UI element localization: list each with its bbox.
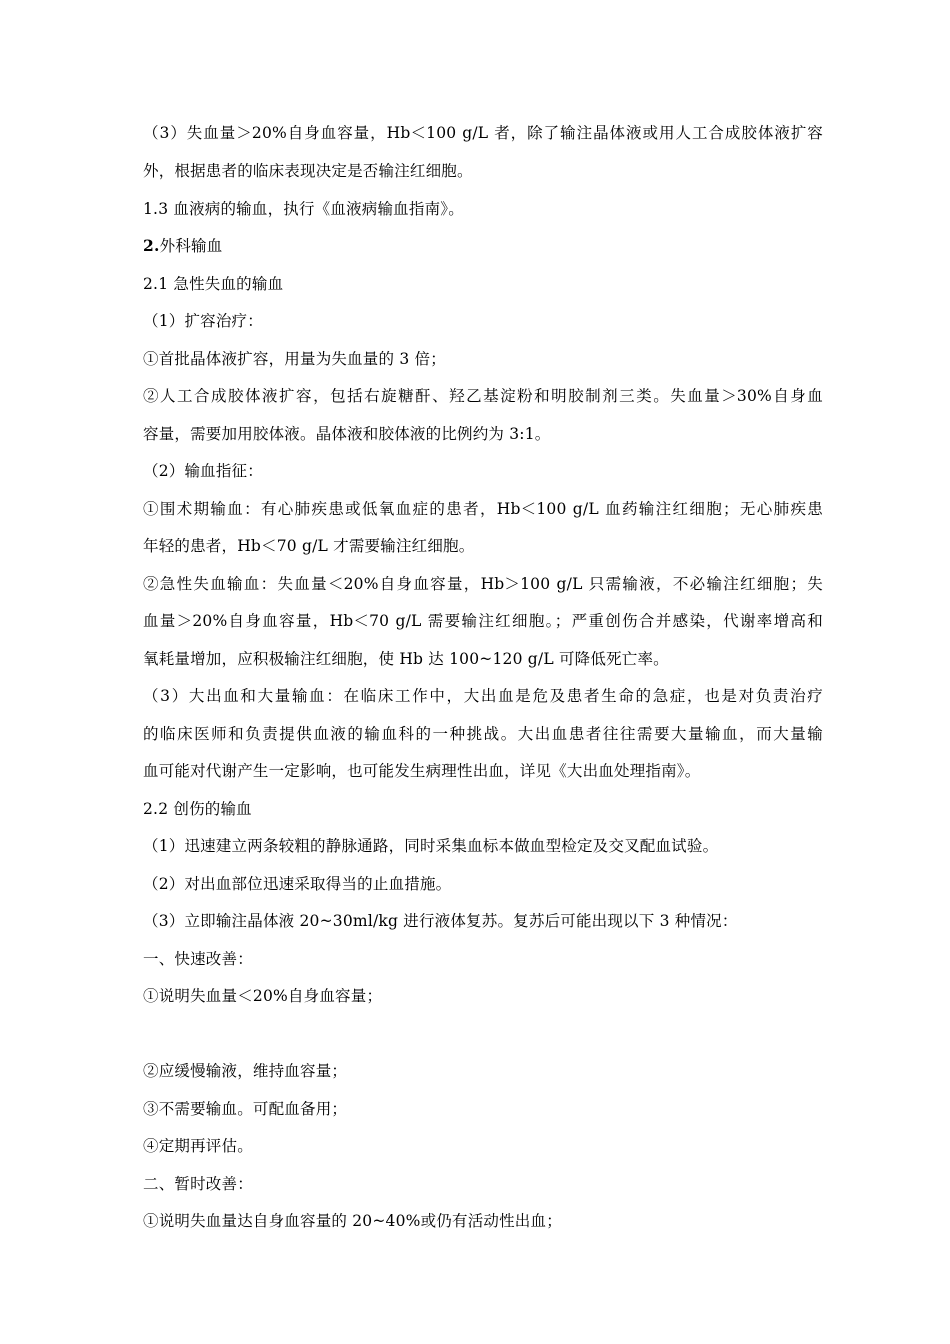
section-heading [143, 236, 823, 256]
paragraph-line: （3）大出血和大量输血：在临床工作中，大出血是危及患者生命的急症，也是对负责治疗 [143, 687, 823, 705]
list-item: ④定期再评估。 [143, 1137, 253, 1155]
list-item: （3）立即输注晶体液 20~30ml/kg 进行液体复苏。复苏后可能出现以下 3 种情况： [143, 912, 738, 930]
list-item: ①说明失血量达自身血容量的 20~40%或仍有活动性出血； [143, 1212, 562, 1230]
subsection-heading: 2.1 急性失血的输血 [143, 275, 284, 293]
heading-number: 2. [143, 236, 160, 255]
list-item-continuation: 容量，需要加用胶体液。晶体液和胶体液的比例约为 3:1。 [143, 425, 551, 443]
section-line: 1.3 血液病的输血，执行《血液病输血指南》。 [143, 200, 464, 218]
list-item: ③不需要输血。可配血备用； [143, 1100, 348, 1118]
list-item: ①说明失血量＜20%自身血容量； [143, 987, 383, 1005]
list-item-continuation: 氧耗量增加，应积极输注红细胞，使 Hb 达 100~120 g/L 可降低死亡率。 [143, 650, 669, 668]
list-item-continuation: 年轻的患者，Hb＜70 g/L 才需要输注红细胞。 [143, 537, 475, 555]
list-item-continuation: 血量＞20%自身血容量，Hb＜70 g/L 需要输注红细胞。；严重创伤合并感染，代谢率增高和 [143, 612, 823, 630]
list-item: （2）对出血部位迅速采取得当的止血措施。 [143, 875, 452, 893]
heading-text: 外科输血 [159, 237, 223, 255]
item-heading: （2）输血指征： [143, 462, 263, 480]
paragraph-line: 血可能对代谢产生一定影响，也可能发生病理性出血，详见《大出血处理指南》。 [143, 762, 701, 780]
subsection-heading: 2.2 创伤的输血 [143, 800, 252, 818]
case-heading: 二、暂时改善： [143, 1175, 253, 1193]
list-item: ①首批晶体液扩容，用量为失血量的 3 倍； [143, 350, 446, 368]
list-item: ②应缓慢输液，维持血容量； [143, 1062, 348, 1080]
item-heading: （1）扩容治疗： [143, 312, 263, 330]
list-item: （1）迅速建立两条较粗的静脉通路，同时采集血标本做血型检定及交叉配血试验。 [143, 837, 719, 855]
paragraph-line: 外，根据患者的临床表现决定是否输注红细胞。 [143, 162, 473, 180]
case-heading: 一、快速改善： [143, 950, 253, 968]
paragraph-line: （3）失血量＞20%自身血容量，Hb＜100 g/L 者，除了输注晶体液或用人工合成胶体液扩容 [143, 124, 823, 142]
list-item: ②急性失血输血：失血量＜20%自身血容量，Hb＞100 g/L 只需输液，不必输注红细胞；失 [143, 575, 823, 593]
paragraph-line: 的临床医师和负责提供血液的输血科的一种挑战。大出血患者往往需要大量输血，而大量输 [143, 725, 823, 743]
list-item: ①围术期输血：有心肺疾患或低氧血症的患者，Hb＜100 g/L 血药输注红细胞；无心肺疾患 [143, 500, 823, 518]
list-item: ②人工合成胶体液扩容，包括右旋糖酐、羟乙基淀粉和明胶制剂三类。失血量＞30%自身血 [143, 387, 823, 405]
